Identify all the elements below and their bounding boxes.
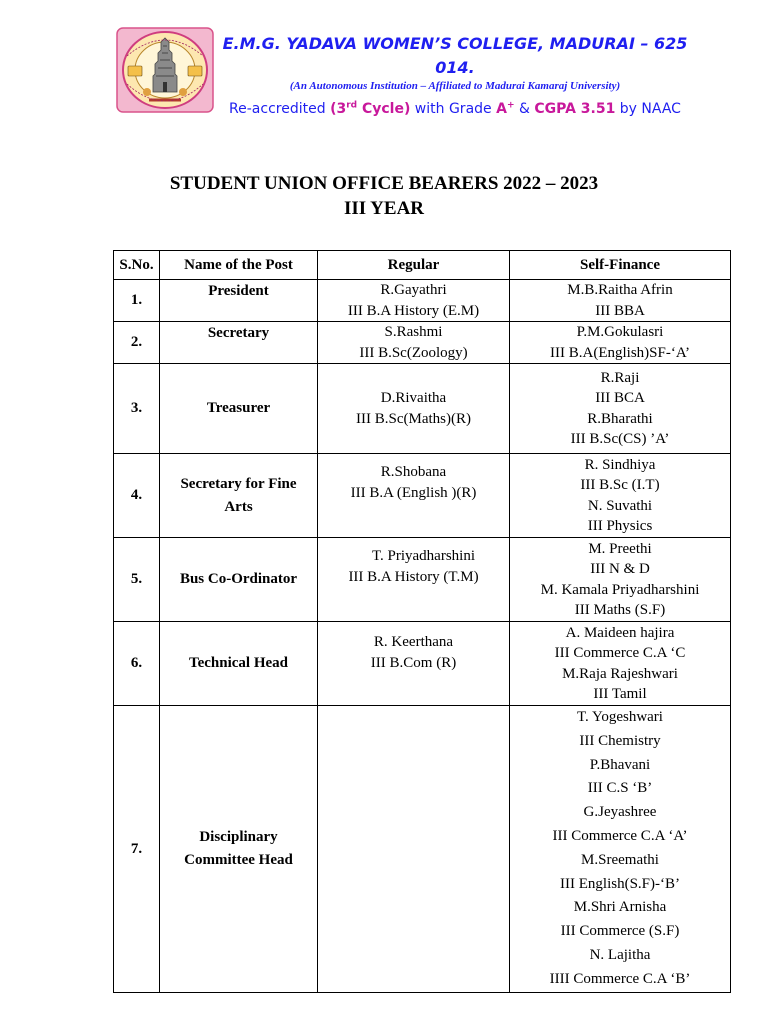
cycle-open: (3 (330, 101, 347, 117)
table-row (114, 454, 731, 538)
accreditation-amp: & (514, 101, 535, 117)
cell-regular (318, 364, 510, 454)
post-line: Secretary for Fine (180, 475, 297, 492)
office-bearers-table (113, 250, 731, 993)
cell-regular (318, 538, 510, 622)
self-finance-line: III BCA (595, 390, 645, 406)
table-row (114, 280, 731, 322)
cell-regular (318, 622, 510, 706)
self-finance-line: III Chemistry (579, 732, 661, 749)
self-finance-line: III Tamil (593, 686, 647, 702)
self-finance-line: M.Shri Arnisha (573, 899, 667, 916)
self-finance-line: M.Raja Rajeshwari (562, 665, 678, 682)
self-finance-line: IIII Commerce C.A ‘B’ (549, 970, 691, 987)
regular-line: R. Keerthana (373, 634, 454, 650)
accreditation-cycle (330, 101, 410, 117)
cell-sno: 7. (114, 706, 160, 993)
cell-post (160, 280, 318, 322)
accreditation-prefix: Re-accredited (229, 101, 331, 117)
cell-sno: 1. (114, 280, 160, 322)
accreditation-middle: with Grade (410, 101, 497, 117)
regular-line: D.Rivaitha (380, 390, 447, 406)
cycle-close: Cycle) (357, 101, 411, 117)
accreditation-cgpa: CGPA 3.51 (534, 101, 616, 117)
self-finance-line: R.Bharathi (587, 410, 653, 427)
cell-self-finance (510, 364, 731, 454)
self-finance-line: III N & D (590, 561, 650, 577)
grade-sup: + (506, 100, 515, 111)
regular-line: R.Gayathri (380, 282, 447, 298)
college-logo (113, 26, 217, 114)
self-finance-line: G.Jeyashree (583, 804, 657, 821)
self-finance-line: N. Lajitha (589, 946, 651, 963)
table-row (114, 364, 731, 454)
cell-self-finance (510, 706, 731, 993)
self-finance-line: III English(S.F)-‘B’ (560, 875, 680, 892)
table-row (114, 322, 731, 364)
page-subtitle: III YEAR (343, 198, 425, 219)
cell-regular (318, 706, 510, 993)
self-finance-line: M.Sreemathi (581, 851, 659, 868)
self-finance-line: III Maths (S.F) (574, 602, 666, 618)
self-finance-line: M.B.Raitha Afrin (567, 282, 673, 298)
self-finance-line: N. Suvathi (587, 497, 653, 514)
college-name: E.M.G. YADAVA WOMEN’S COLLEGE, MADURAI – 625 014. (222, 34, 688, 77)
header-post: Name of the Post (160, 251, 318, 280)
self-finance-line: M. Preethi (588, 540, 652, 557)
regular-line: III B.A History (E.M) (347, 302, 480, 319)
post-line: Bus Co-Ordinator (179, 571, 298, 587)
self-finance-line: P.Bhavani (589, 756, 651, 773)
self-finance-line: III Commerce C.A ‘A’ (552, 827, 688, 844)
college-affiliation: (An Autonomous Institution – Affiliated to Madurai Kamaraj University) (289, 80, 621, 92)
table-row (114, 538, 731, 622)
cell-sno: 4. (114, 454, 160, 538)
regular-line: S.Rashmi (384, 324, 443, 340)
table-row (114, 706, 731, 993)
table-row (114, 622, 731, 706)
self-finance-line: M. Kamala Priyadharshini (540, 581, 700, 598)
self-finance-line: A. Maideen hajira (565, 624, 675, 641)
page-title: STUDENT UNION OFFICE BEARERS 2022 – 2023 (169, 173, 599, 194)
header-self-finance: Self-Finance (510, 251, 731, 280)
self-finance-line: T. Yogeshwari (577, 709, 663, 725)
cell-self-finance (510, 454, 731, 538)
post-line: Technical Head (188, 655, 289, 671)
cell-self-finance (510, 622, 731, 706)
cell-post (160, 454, 318, 538)
self-finance-line: III B.Sc (I.T) (580, 477, 660, 493)
self-finance-line: III B.Sc(CS) ’A’ (570, 431, 670, 447)
self-finance-line: R. Sindhiya (584, 456, 656, 473)
self-finance-line: III Commerce (S.F) (560, 923, 680, 940)
self-finance-line: III Physics (587, 518, 653, 534)
cell-post (160, 322, 318, 364)
header-regular: Regular (318, 251, 510, 280)
cell-regular (318, 322, 510, 364)
self-finance-line: III B.A(English)SF-‘A’ (550, 344, 690, 361)
post-line: Treasurer (206, 400, 271, 416)
cell-sno: 2. (114, 322, 160, 364)
header-sno: S.No. (114, 251, 160, 280)
cell-regular (318, 454, 510, 538)
regular-line: III B.Sc(Maths)(R) (356, 410, 471, 427)
self-finance-line: III Commerce C.A ‘C (554, 645, 686, 661)
cell-sno: 6. (114, 622, 160, 706)
post-line: President (208, 283, 269, 299)
regular-line: R.Shobana (380, 464, 447, 480)
cell-post (160, 538, 318, 622)
self-finance-line: III BBA (595, 302, 645, 319)
cell-sno: 5. (114, 538, 160, 622)
post-line: Arts (224, 498, 253, 515)
regular-line: III B.A History (T.M) (348, 568, 479, 585)
accreditation-suffix: by NAAC (615, 101, 681, 117)
regular-line: T. Priyadharshini (371, 548, 476, 564)
cell-self-finance (510, 280, 731, 322)
table-header-row (114, 251, 731, 280)
self-finance-line: P.M.Gokulasri (576, 324, 664, 340)
accreditation-line (222, 100, 688, 119)
cell-regular (318, 280, 510, 322)
regular-line: III B.Sc(Zoology) (359, 344, 468, 361)
self-finance-line: III C.S ‘B’ (587, 780, 653, 797)
cell-post (160, 706, 318, 993)
cell-sno: 3. (114, 364, 160, 454)
self-finance-line: R.Raji (600, 369, 640, 386)
cell-post (160, 364, 318, 454)
cell-self-finance (510, 322, 731, 364)
cycle-sup: rd (346, 100, 358, 111)
cell-self-finance (510, 538, 731, 622)
regular-line: III B.Com (R) (370, 654, 457, 671)
regular-line: III B.A (English )(R) (350, 484, 477, 501)
post-line: Secretary (207, 325, 270, 341)
college-emblem-icon (113, 26, 217, 114)
post-line: Committee Head (184, 851, 293, 868)
grade-letter: A (496, 101, 507, 117)
cell-post (160, 622, 318, 706)
accreditation-grade (496, 101, 514, 117)
post-line: Disciplinary (199, 828, 278, 845)
